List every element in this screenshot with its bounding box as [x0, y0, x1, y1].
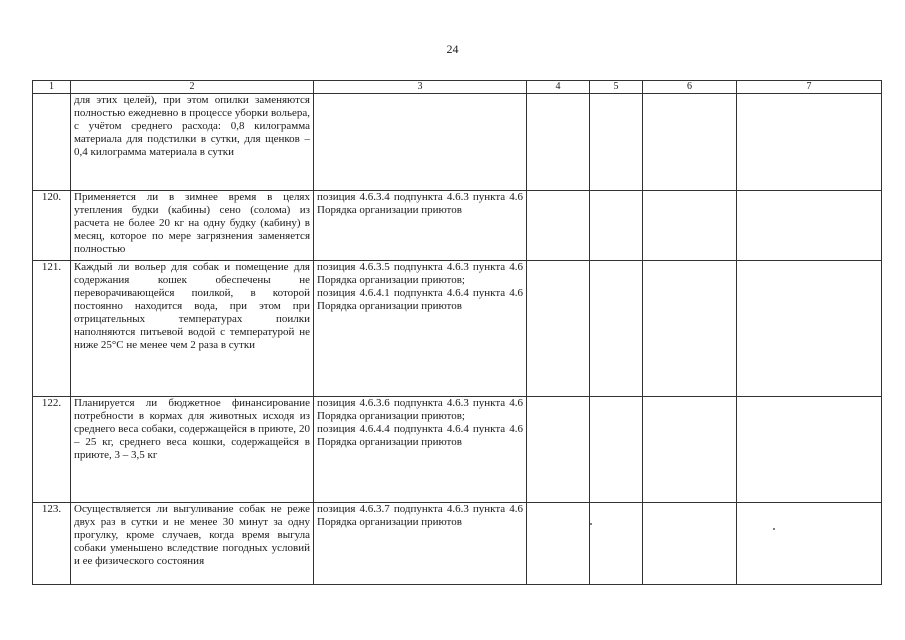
cell-col-6 — [643, 94, 737, 191]
table-row — [33, 397, 882, 503]
reference-text: позиция 4.6.4.4 подпункта 4.6.4 пункта 4.6 Порядка организации приютов — [317, 423, 523, 448]
scan-speck — [773, 528, 775, 530]
cell-col-5 — [590, 261, 643, 397]
cell-col-5 — [590, 94, 643, 191]
page-number: 24 — [446, 42, 459, 56]
question-text: Планируется ли бюджетное финансирование потребности в кормах для животных исходя из среднего веса собаки, содержащейся в приюте, 20 – 25 кг, среднего веса кошки, содержащейся в приюте, 3 – 3,5 кг — [71, 397, 314, 503]
reference-text: позиция 4.6.3.4 подпункта 4.6.3 пункта 4.6 Порядка организации приютов — [317, 191, 523, 216]
cell-col-7 — [737, 94, 882, 191]
question-text: Осуществляется ли выгуливание собак не реже двух раз в сутки и не менее 30 минут за одну прогулку, кроме случаев, когда время выгула собаки уменьшено вследствие погодных условий и ее физического состояния — [71, 503, 314, 585]
table-row — [33, 191, 882, 261]
reference-cell — [314, 191, 527, 261]
cell-col-7 — [737, 397, 882, 503]
reference-text: позиция 4.6.4.1 подпункта 4.6.4 пункта 4.6 Порядка организации приютов — [317, 287, 523, 312]
cell-col-7 — [737, 503, 882, 585]
row-number: 121. — [33, 261, 71, 397]
question-text: Каждый ли вольер для собак и помещение для содержания кошек обеспечены не переворачивающейся поилкой, в которой постоянно находится вода, при этом при отрицательных температурах поилки наполняются питьевой водой с температурой не ниже 25°С не менее чем 2 раза в сутки — [71, 261, 314, 397]
header-row — [33, 81, 882, 94]
reference-text: позиция 4.6.3.6 подпункта 4.6.3 пункта 4.6 Порядка организации приютов; — [317, 397, 523, 422]
cell-col-7 — [737, 191, 882, 261]
row-number: 120. — [33, 191, 71, 261]
col-header-1: 1 — [33, 81, 71, 94]
checklist-table — [32, 80, 882, 585]
cell-col-4 — [527, 191, 590, 261]
cell-col-7 — [737, 261, 882, 397]
row-number: 122. — [33, 397, 71, 503]
cell-col-4 — [527, 94, 590, 191]
reference-cell — [314, 94, 527, 191]
table-row — [33, 503, 882, 585]
reference-cell — [314, 261, 527, 397]
reference-text: позиция 4.6.3.7 подпункта 4.6.3 пункта 4.6 Порядка организации приютов — [317, 503, 523, 528]
cell-col-6 — [643, 503, 737, 585]
cell-col-4 — [527, 261, 590, 397]
row-number — [33, 94, 71, 191]
table-row — [33, 261, 882, 397]
cell-col-6 — [643, 261, 737, 397]
row-number: 123. — [33, 503, 71, 585]
scan-speck — [590, 523, 592, 525]
col-header-3: 3 — [314, 81, 527, 94]
cell-col-4 — [527, 397, 590, 503]
cell-col-6 — [643, 397, 737, 503]
cell-col-5 — [590, 397, 643, 503]
reference-cell — [314, 397, 527, 503]
question-text: Применяется ли в зимнее время в целях утепления будки (кабины) сено (солома) из расчета не более 20 кг на одну будку (кабину) в месяц, которое по мере загрязнения заменяется полностью — [71, 191, 314, 261]
col-header-4: 4 — [527, 81, 590, 94]
col-header-2: 2 — [71, 81, 314, 94]
col-header-5: 5 — [590, 81, 643, 94]
col-header-6: 6 — [643, 81, 737, 94]
cell-col-5 — [590, 191, 643, 261]
question-text: для этих целей), при этом опилки заменяются полностью ежедневно в процессе уборки вольера, с учётом среднего расхода: 0,8 килограмма материала для подстилки в сутки, для щенков – 0,4 килограмма материала в сутки — [71, 94, 314, 191]
cell-col-6 — [643, 191, 737, 261]
table-row — [33, 94, 882, 191]
reference-cell — [314, 503, 527, 585]
cell-col-4 — [527, 503, 590, 585]
reference-text: позиция 4.6.3.5 подпункта 4.6.3 пункта 4.6 Порядка организации приютов; — [317, 261, 523, 286]
cell-col-5 — [590, 503, 643, 585]
col-header-7: 7 — [737, 81, 882, 94]
